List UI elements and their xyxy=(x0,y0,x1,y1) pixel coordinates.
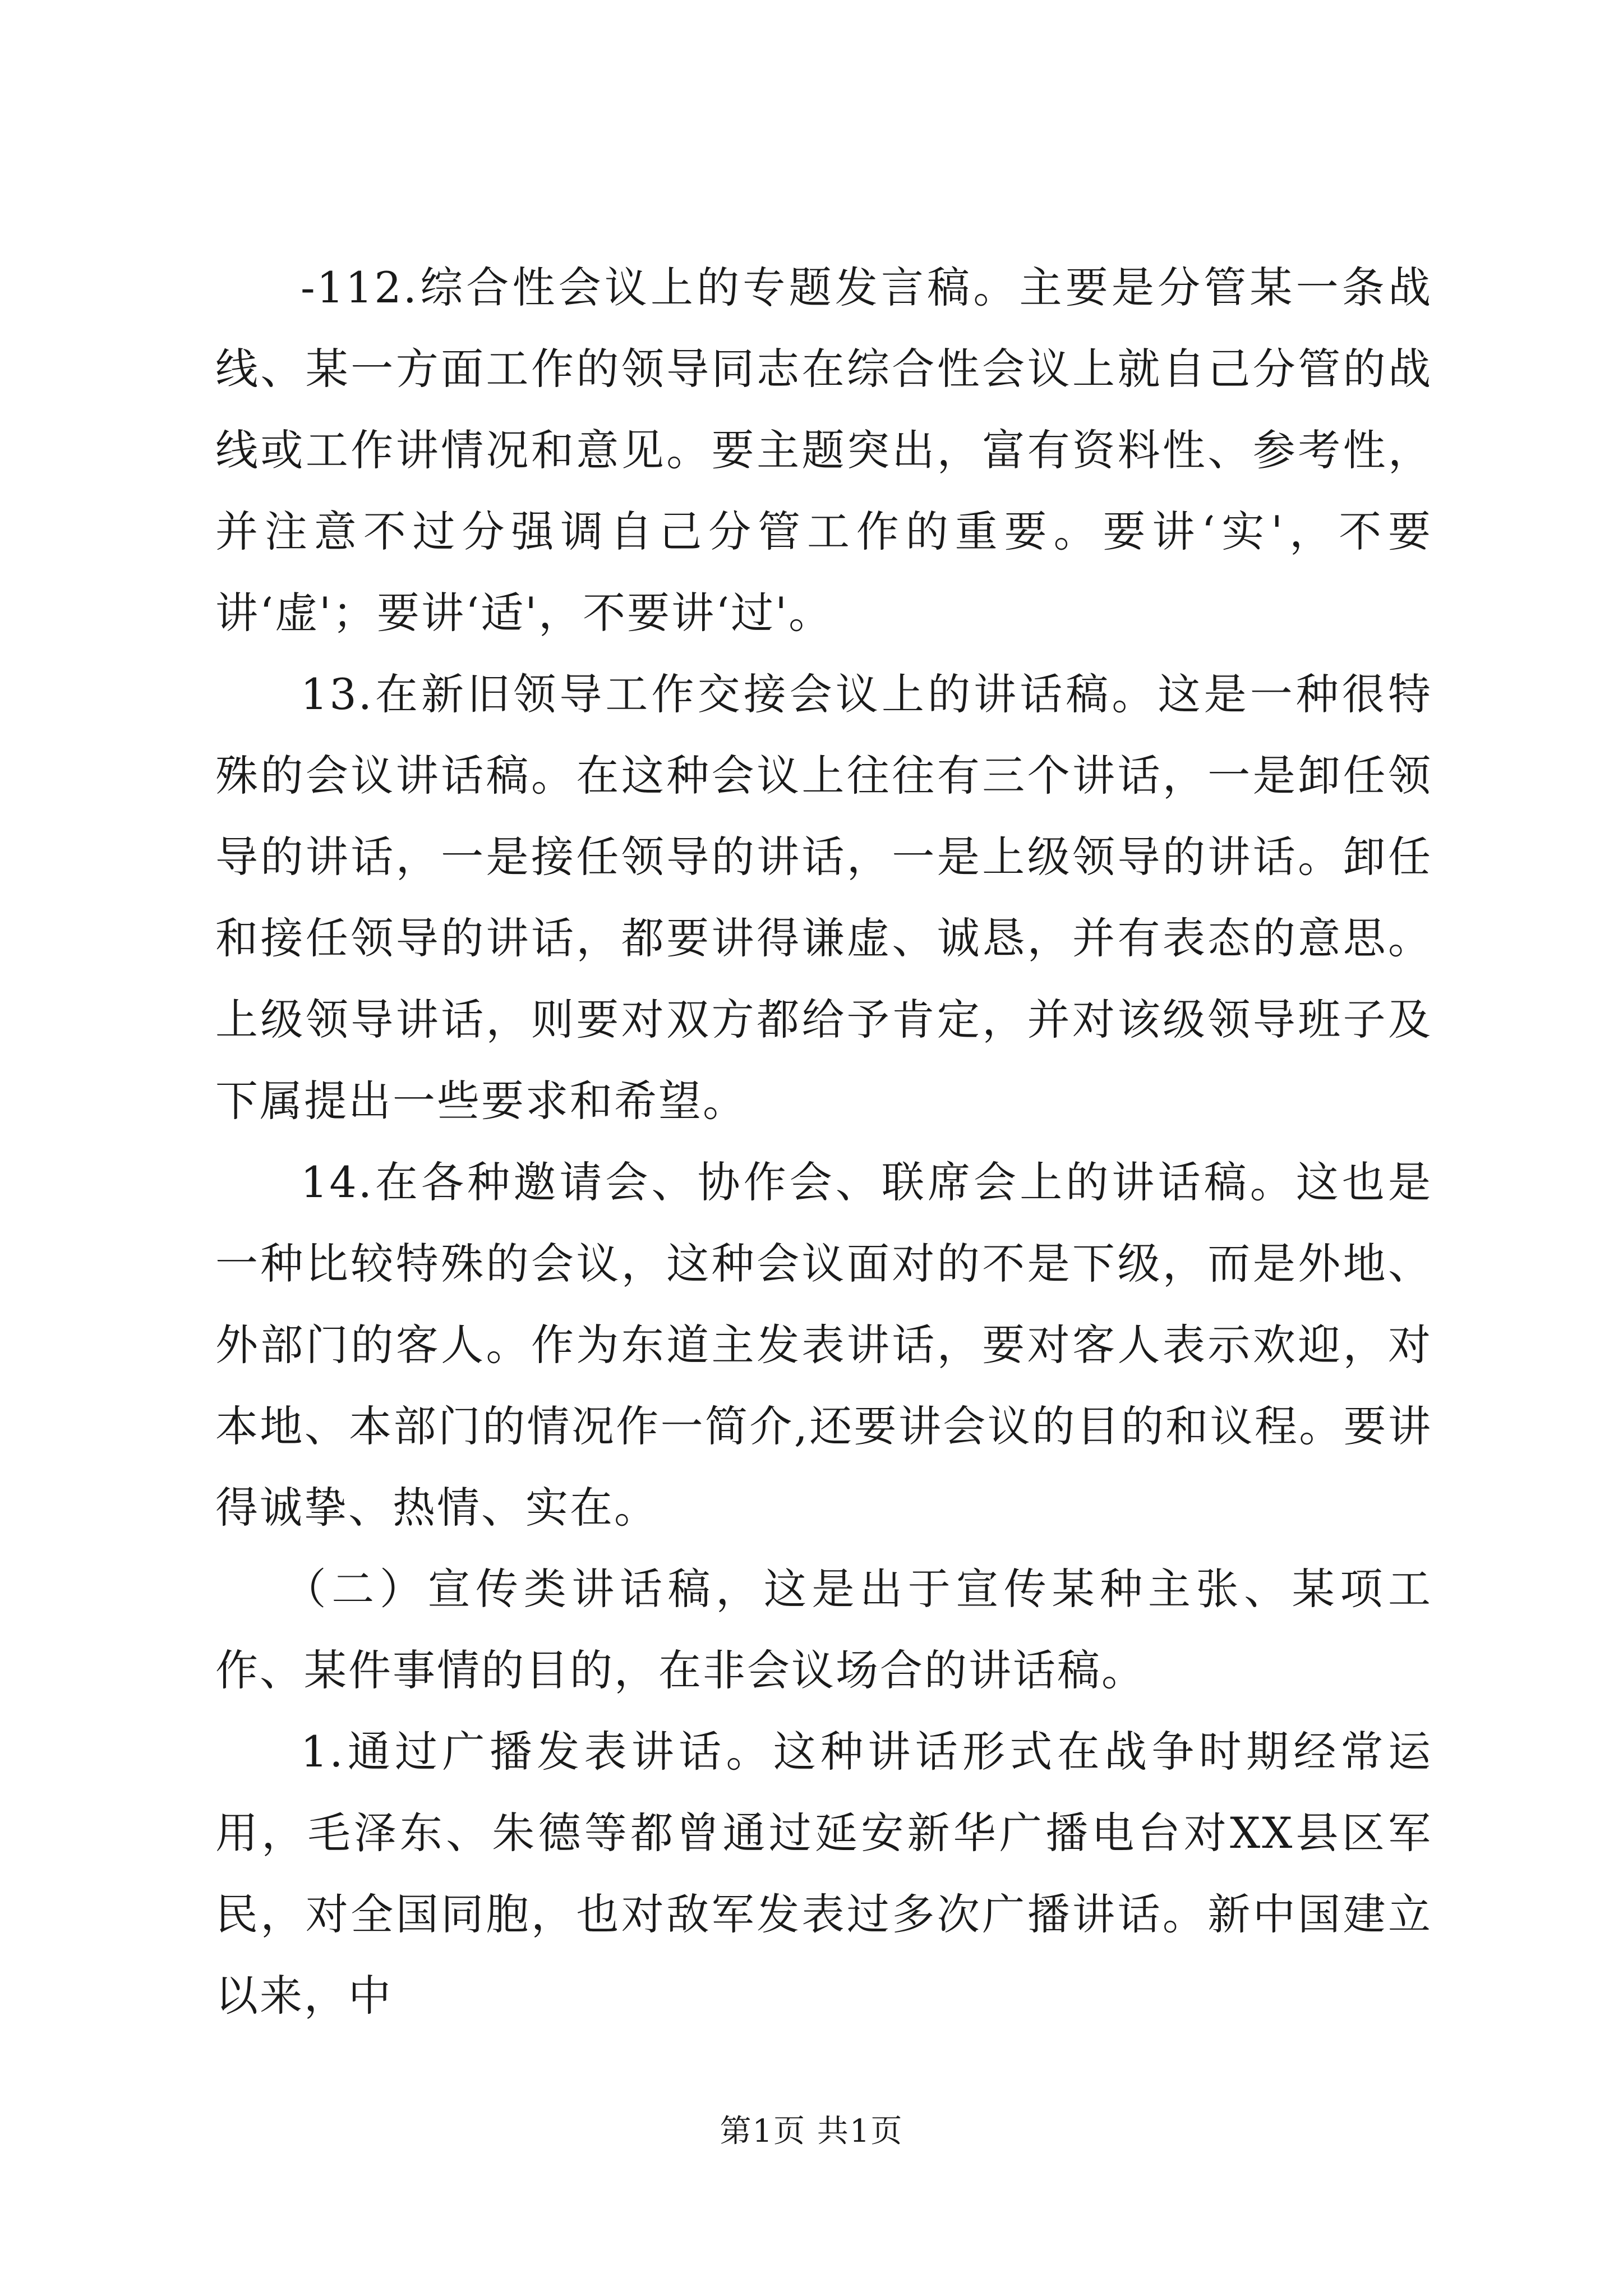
document-body xyxy=(215,247,1432,2036)
paragraph-item-13: 13.在新旧领导工作交接会议上的讲话稿。这是一种很特殊的会议讲话稿。在这种会议上往往有三个讲话，一是卸任领导的讲话，一是接任领导的讲话，一是上级领导的讲话。卸任和接任领导的讲话，都要讲得谦虚、诚恳，并有表态的意思。上级领导讲话，则要对双方都给予肯定，并对该级领导班子及下属提出一些要求和希望。 xyxy=(215,669,1432,1126)
paragraph-item-1-broadcast: 1.通过广播发表讲话。这种讲话形式在战争时期经常运用，毛泽东、朱德等都曾通过延安新华广播电台对XX县区军民，对全国同胞，也对敌军发表过多次广播讲话。新中国建立以来，中 xyxy=(215,1727,1432,2021)
paragraph-item-12: -112.综合性会议上的专题发言稿。主要是分管某一条战线、某一方面工作的领导同志在综合性会议上就自己分管的战线或工作讲情况和意见。要主题突出，富有资料性、参考性，并注意不过分强调自己分管工作的重要。要讲‘实'，不要讲‘虚'；要讲‘适'，不要讲‘过'。 xyxy=(215,263,1432,638)
page-number-footer: 第1页 共1页 xyxy=(720,2113,903,2150)
section-heading-propaganda: （二）宣传类讲话稿，这是出于宣传某种主张、某项工作、某件事情的目的，在非会议场合的讲话稿。 xyxy=(215,1564,1432,1695)
paragraph-item-14: 14.在各种邀请会、协作会、联席会上的讲话稿。这也是一种比较特殊的会议，这种会议面对的不是下级，而是外地、外部门的客人。作为东道主发表讲话，要对客人表示欢迎，对本地、本部门的情况作一简介,还要讲会议的目的和议程。要讲得诚挚、热情、实在。 xyxy=(215,1157,1432,1533)
